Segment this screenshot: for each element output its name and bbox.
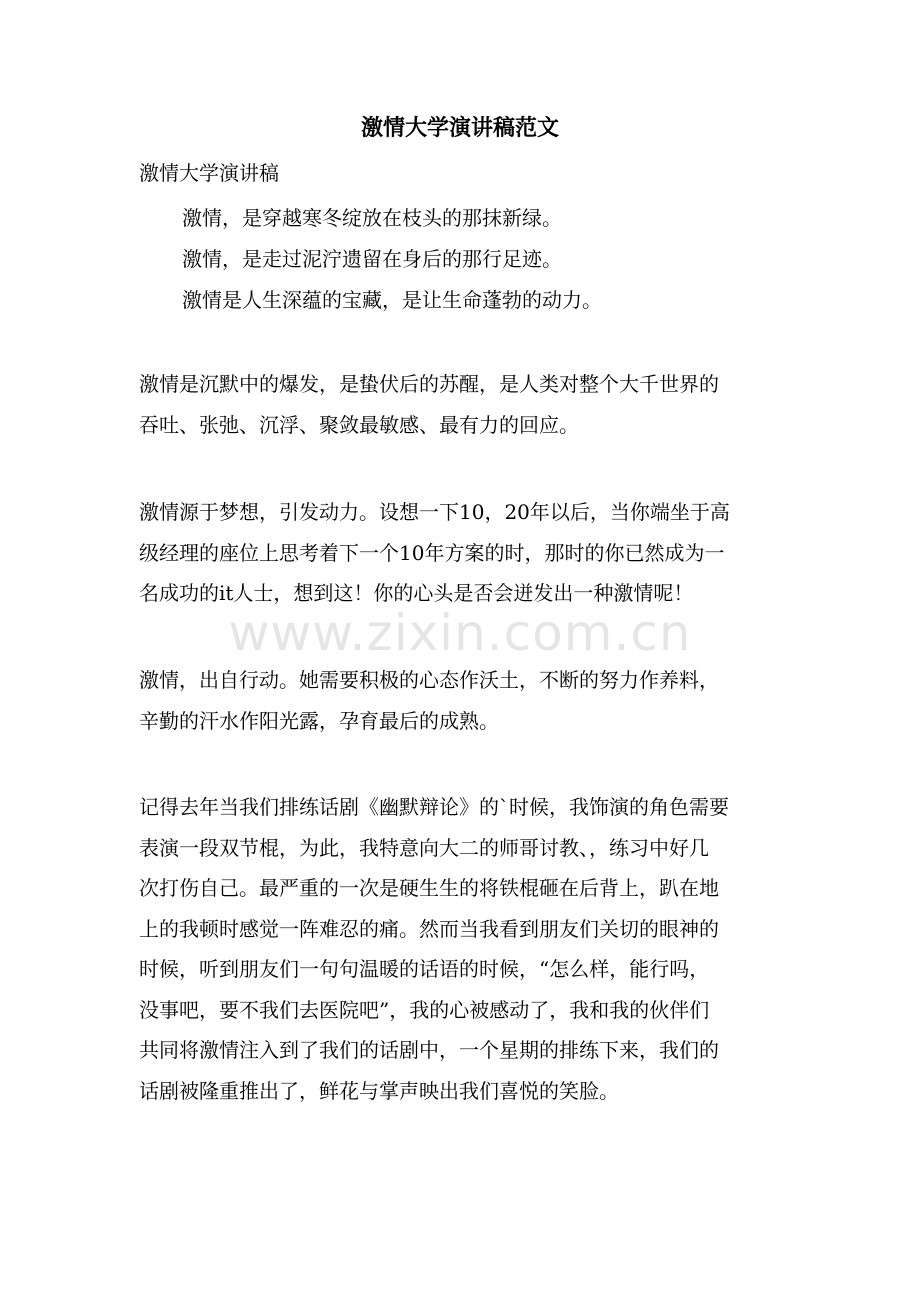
- indented-line-3: 激情是人生深蕴的宝藏，是让生命蓬勃的动力。: [182, 288, 602, 312]
- paragraph-line: 级经理的座位上思考着下一个10年方案的时，那时的你已然成为一: [139, 540, 725, 565]
- paragraph-line: 激情源于梦想，引发动力。设想一下10，20年以后，当你端坐于高: [139, 500, 730, 524]
- paragraph-3: [139, 660, 789, 741]
- paragraph-line: 话剧被隆重推出了，鲜花与掌声映出我们喜悦的笑脸。: [139, 1078, 619, 1103]
- indented-line-2: 激情，是走过泥泞遗留在身后的那行足迹。: [182, 247, 562, 271]
- paragraph-line: 共同将激情注入到了我们的话剧中，一个星期的排练下来，我们的: [139, 1038, 719, 1062]
- paragraph-line: 记得去年当我们排练话剧《幽默辩论》的`时候，我饰演的角色需要: [139, 795, 729, 819]
- paragraph-line: 辛勤的汗水作阳光露，孕育最后的成熟。: [139, 708, 499, 733]
- paragraph-line: 时候，听到朋友们一句句温暖的话语的时候，“怎么样，能行吗，: [139, 957, 710, 981]
- paragraph-2: [139, 492, 789, 614]
- paragraph-line: 吞吐、张弛、沉浮、聚敛最敏感、最有力的回应。: [139, 412, 579, 437]
- paragraph-line: 名成功的it人士，想到这！你的心头是否会迸发出一种激情呢！: [139, 581, 694, 605]
- paragraph-line: 没事吧，要不我们去医院吧”，我的心被感动了，我和我的伙伴们: [139, 997, 710, 1022]
- paragraph-1: [139, 364, 789, 445]
- document-subtitle: 激情大学演讲稿: [139, 161, 279, 185]
- paragraph-line: 上的我顿时感觉一阵难忍的痛。然而当我看到朋友们关切的眼神的: [139, 916, 719, 941]
- paragraph-line: 次打伤自己。最严重的一次是硬生生的将铁棍砸在后背上，趴在地: [139, 876, 719, 900]
- paragraph-4: [139, 787, 789, 1111]
- paragraph-line: 激情是沉默中的爆发，是蛰伏后的苏醒，是人类对整个大千世界的: [139, 372, 719, 396]
- watermark: www.zixin.com.cn: [228, 604, 692, 662]
- paragraph-line: 激情，出自行动。她需要积极的心态作沃土，不断的努力作养料，: [139, 668, 719, 692]
- indented-line-1: 激情，是穿越寒冬绽放在枝头的那抹新绿。: [182, 206, 562, 230]
- document-title: 激情大学演讲稿范文: [360, 115, 559, 141]
- paragraph-line: 表演一段双节棍，为此，我特意向大二的师哥讨教、，练习中好几: [139, 835, 709, 860]
